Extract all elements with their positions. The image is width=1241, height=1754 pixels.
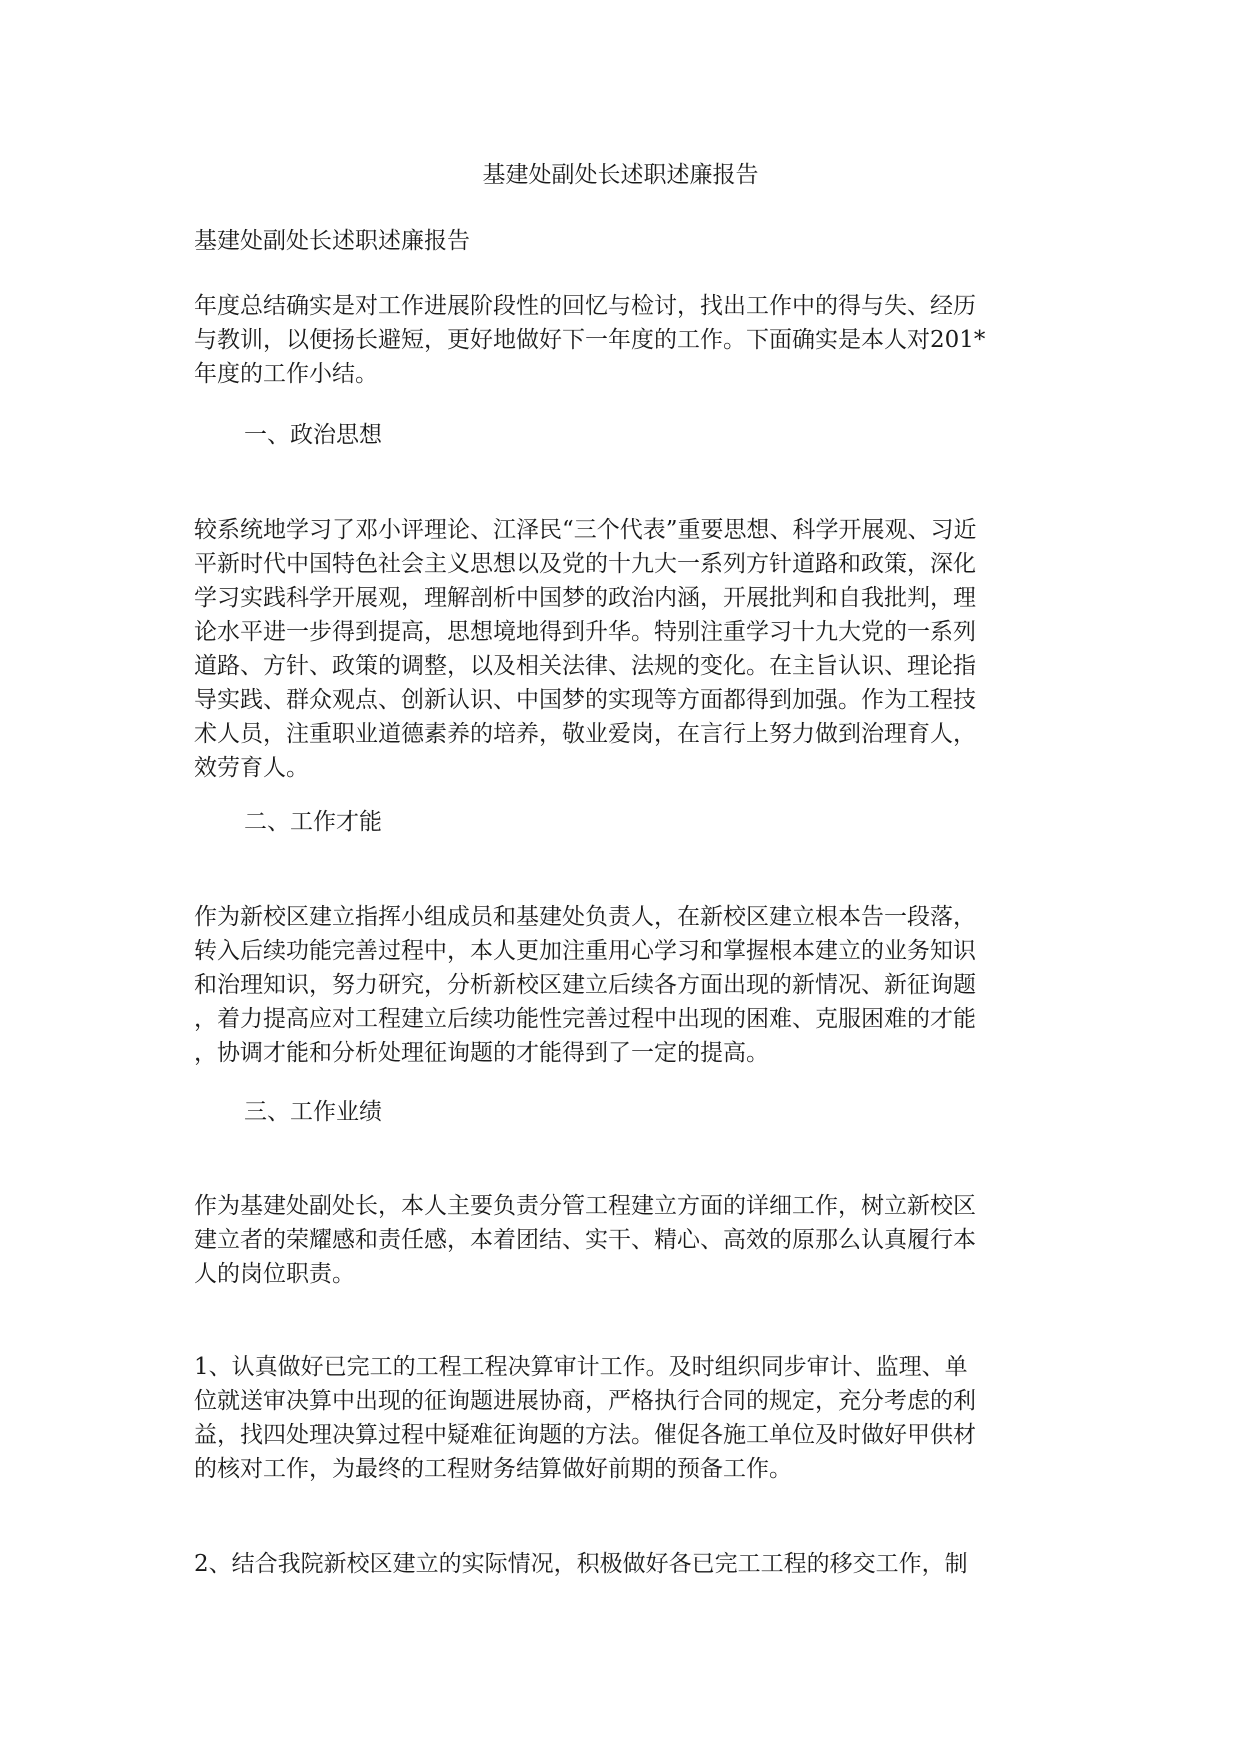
intro-paragraph [194,289,1064,391]
intro-line: 与教训，以便扬长避短，更好地做好下一年度的工作。下面确实是本人对201* [194,327,986,353]
paragraph-line: 效劳育人。 [194,755,309,781]
section-achievements-body [194,1189,1064,1291]
achievement-item-2 [194,1547,1064,1581]
paragraph-line: 论水平进一步得到提高，思想境地得到升华。特别注重学习十九大党的一系列 [194,619,976,645]
paragraph-line: 建立者的荣耀感和责任感，本着团结、实干、精心、高效的原那么认真履行本 [194,1227,976,1253]
paragraph-line: ，着力提高应对工程建立后续功能性完善过程中出现的困难、克服困难的才能 [194,1006,976,1032]
paragraph-line: 平新时代中国特色社会主义思想以及党的十九大一系列方针道路和政策，深化 [194,551,976,577]
section-politics-body [194,513,1064,785]
paragraph-line: 较系统地学习了邓小评理论、江泽民“三个代表”重要思想、科学开展观、习近 [194,517,977,543]
intro-line: 年度总结确实是对工作进展阶段性的回忆与检讨，找出工作中的得与失、经历 [194,293,976,319]
document-subtitle: 基建处副处长述职述廉报告 [194,228,470,254]
paragraph-line: 2、结合我院新校区建立的实际情况，积极做好各已完工工程的移交工作，制 [194,1551,968,1577]
paragraph-line: 道路、方针、政策的调整，以及相关法律、法规的变化。在主旨认识、理论指 [194,653,976,679]
paragraph-line: 作为基建处副处长，本人主要负责分管工程建立方面的详细工作，树立新校区 [194,1193,976,1219]
paragraph-line: 的核对工作，为最终的工程财务结算做好前期的预备工作。 [194,1456,792,1482]
paragraph-line: 学习实践科学开展观，理解剖析中国梦的政治内涵，开展批判和自我批判，理 [194,585,976,611]
paragraph-line: 作为新校区建立指挥小组成员和基建处负责人，在新校区建立根本告一段落， [194,904,976,930]
paragraph-line: 导实践、群众观点、创新认识、中国梦的实现等方面都得到加强。作为工程技 [194,687,976,713]
paragraph-line: ，协调才能和分析处理征询题的才能得到了一定的提高。 [194,1040,769,1066]
section-ability-body [194,900,1064,1070]
document-title: 基建处副处长述职述廉报告 [482,162,759,188]
paragraph-line: 1、认真做好已完工的工程工程决算审计工作。及时组织同步审计、监理、单 [194,1354,968,1380]
intro-line: 年度的工作小结。 [194,361,378,387]
section-heading-ability: 二、工作才能 [244,809,382,835]
paragraph-line: 人的岗位职责。 [194,1261,355,1287]
paragraph-line: 和治理知识，努力研究，分析新校区建立后续各方面出现的新情况、新征询题 [194,972,976,998]
paragraph-line: 位就送审决算中出现的征询题进展协商，严格执行合同的规定，充分考虑的利 [194,1388,976,1414]
paragraph-line: 转入后续功能完善过程中，本人更加注重用心学习和掌握根本建立的业务知识 [194,938,976,964]
paragraph-line: 益，找四处理决算过程中疑难征询题的方法。催促各施工单位及时做好甲供材 [194,1422,976,1448]
achievement-item-1 [194,1350,1064,1486]
paragraph-line: 术人员，注重职业道德素养的培养，敬业爱岗，在言行上努力做到治理育人， [194,721,976,747]
section-heading-achievements: 三、工作业绩 [244,1099,382,1125]
section-heading-politics: 一、政治思想 [244,422,382,448]
